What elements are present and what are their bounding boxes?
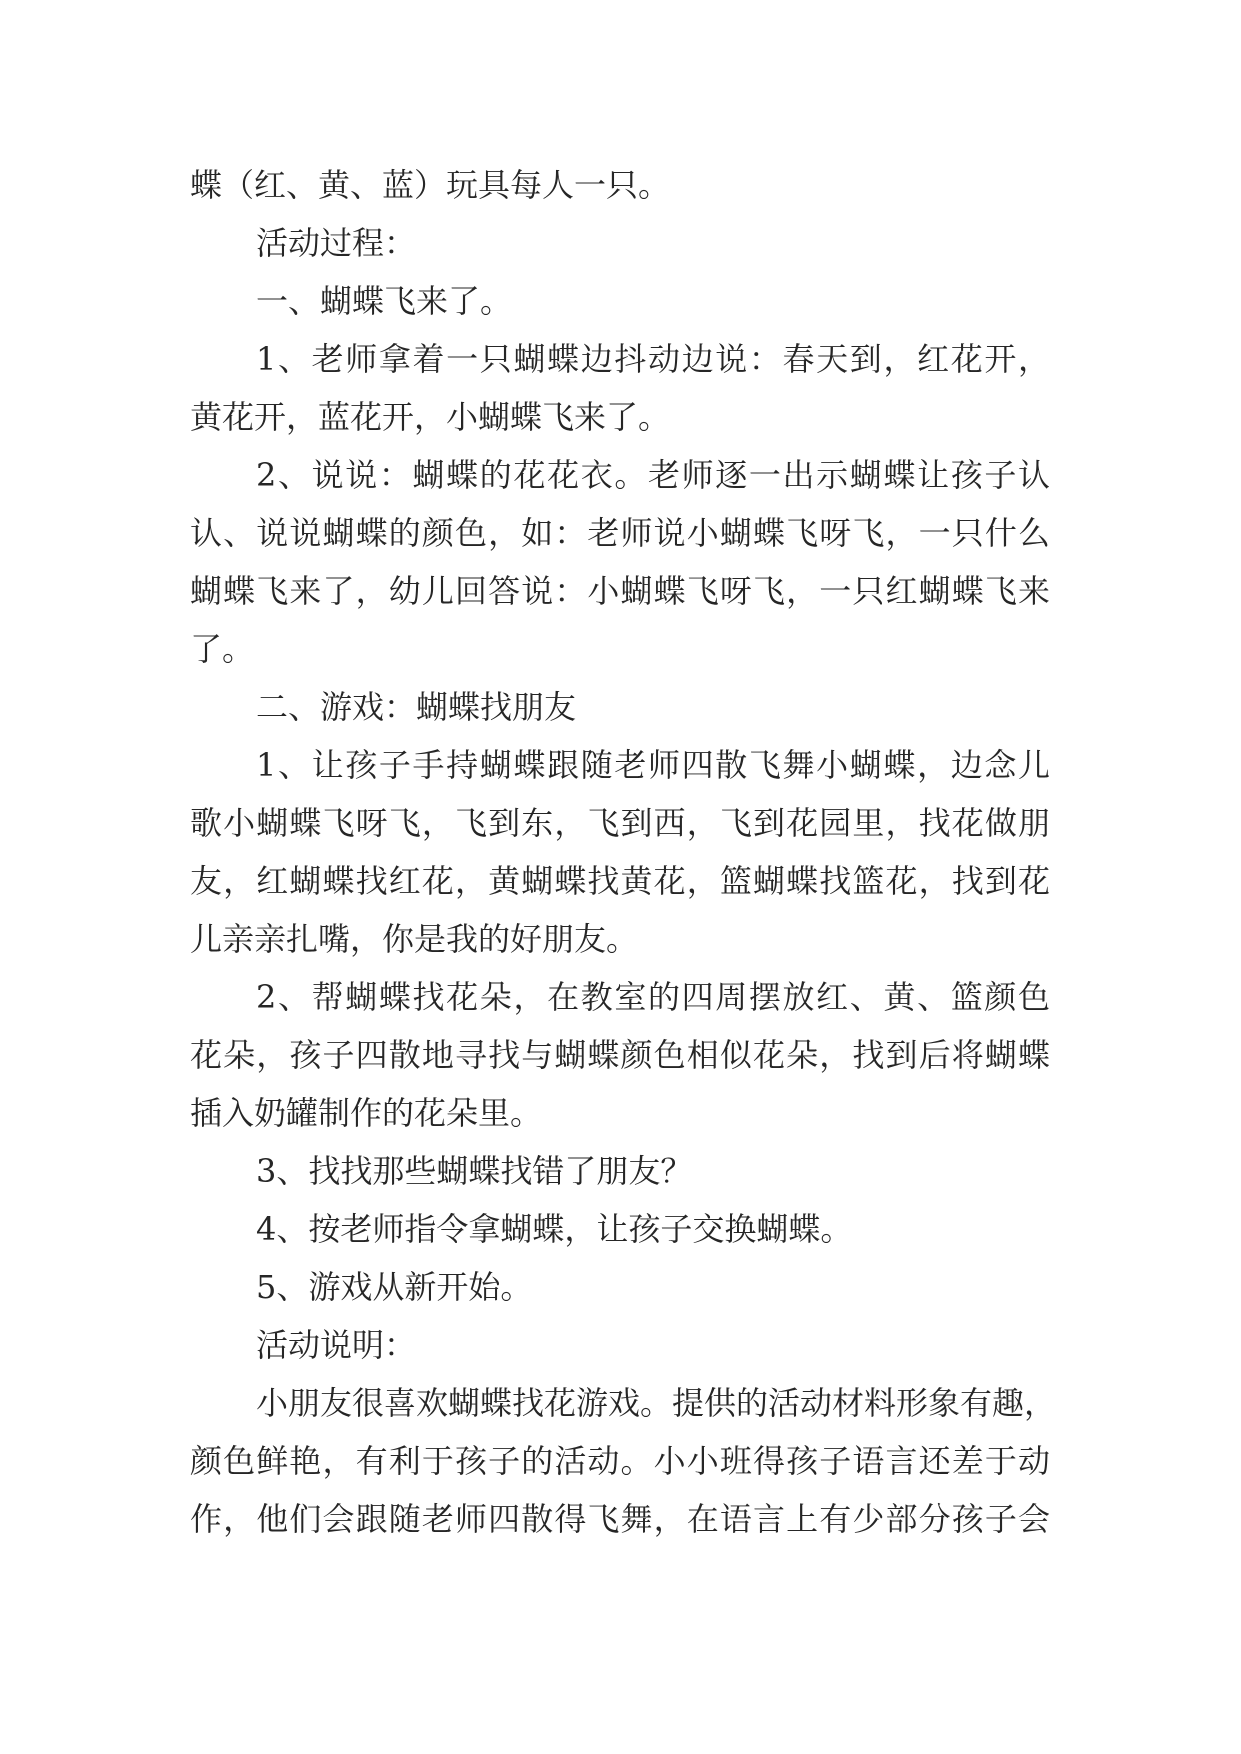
- text-line: 了。: [190, 630, 255, 668]
- section-heading: 一、蝴蝶飞来了。: [256, 282, 513, 320]
- text-line: 4、按老师指令拿蝴蝶，让孩子交换蝴蝶。: [256, 1210, 853, 1248]
- text-line: 2、说说：蝴蝶的花花衣。老师逐一出示蝴蝶让孩子认: [256, 456, 1050, 494]
- text-line: 1、让孩子手持蝴蝶跟随老师四散飞舞小蝴蝶，边念儿: [256, 746, 1050, 784]
- text-line: 小朋友很喜欢蝴蝶找花游戏。提供的活动材料形象有趣，: [256, 1384, 1057, 1422]
- text-line: 2、帮蝴蝶找花朵，在教室的四周摆放红、黄、篮颜色: [256, 978, 1050, 1016]
- text-line: 蝴蝶飞来了，幼儿回答说：小蝴蝶飞呀飞，一只红蝴蝶飞来: [190, 572, 1050, 610]
- text-line: 1、老师拿着一只蝴蝶边抖动边说：春天到，红花开，: [256, 340, 1050, 378]
- text-line: 5、游戏从新开始。: [256, 1268, 533, 1306]
- text-line: 歌小蝴蝶飞呀飞，飞到东，飞到西，飞到花园里，找花做朋: [190, 804, 1050, 842]
- text-line: 认、说说蝴蝶的颜色，如：老师说小蝴蝶飞呀飞，一只什么: [190, 514, 1050, 552]
- section-heading: 活动说明：: [256, 1326, 417, 1364]
- text-line: 黄花开，蓝花开，小蝴蝶飞来了。: [190, 398, 671, 436]
- text-line: 插入奶罐制作的花朵里。: [190, 1094, 543, 1132]
- text-line: 作，他们会跟随老师四散得飞舞，在语言上有少部分孩子会: [190, 1500, 1050, 1538]
- text-line: 蝶（红、黄、蓝）玩具每人一只。: [190, 166, 671, 204]
- text-line: 3、找找那些蝴蝶找错了朋友？: [256, 1152, 693, 1190]
- text-line: 儿亲亲扎嘴，你是我的好朋友。: [190, 920, 639, 958]
- text-line: 友，红蝴蝶找红花，黄蝴蝶找黄花，篮蝴蝶找篮花，找到花: [190, 862, 1050, 900]
- text-line: 颜色鲜艳，有利于孩子的活动。小小班得孩子语言还差于动: [190, 1442, 1050, 1480]
- section-heading: 二、游戏：蝴蝶找朋友: [256, 688, 577, 726]
- section-heading: 活动过程：: [256, 224, 417, 262]
- text-line: 花朵，孩子四散地寻找与蝴蝶颜色相似花朵，找到后将蝴蝶: [190, 1036, 1050, 1074]
